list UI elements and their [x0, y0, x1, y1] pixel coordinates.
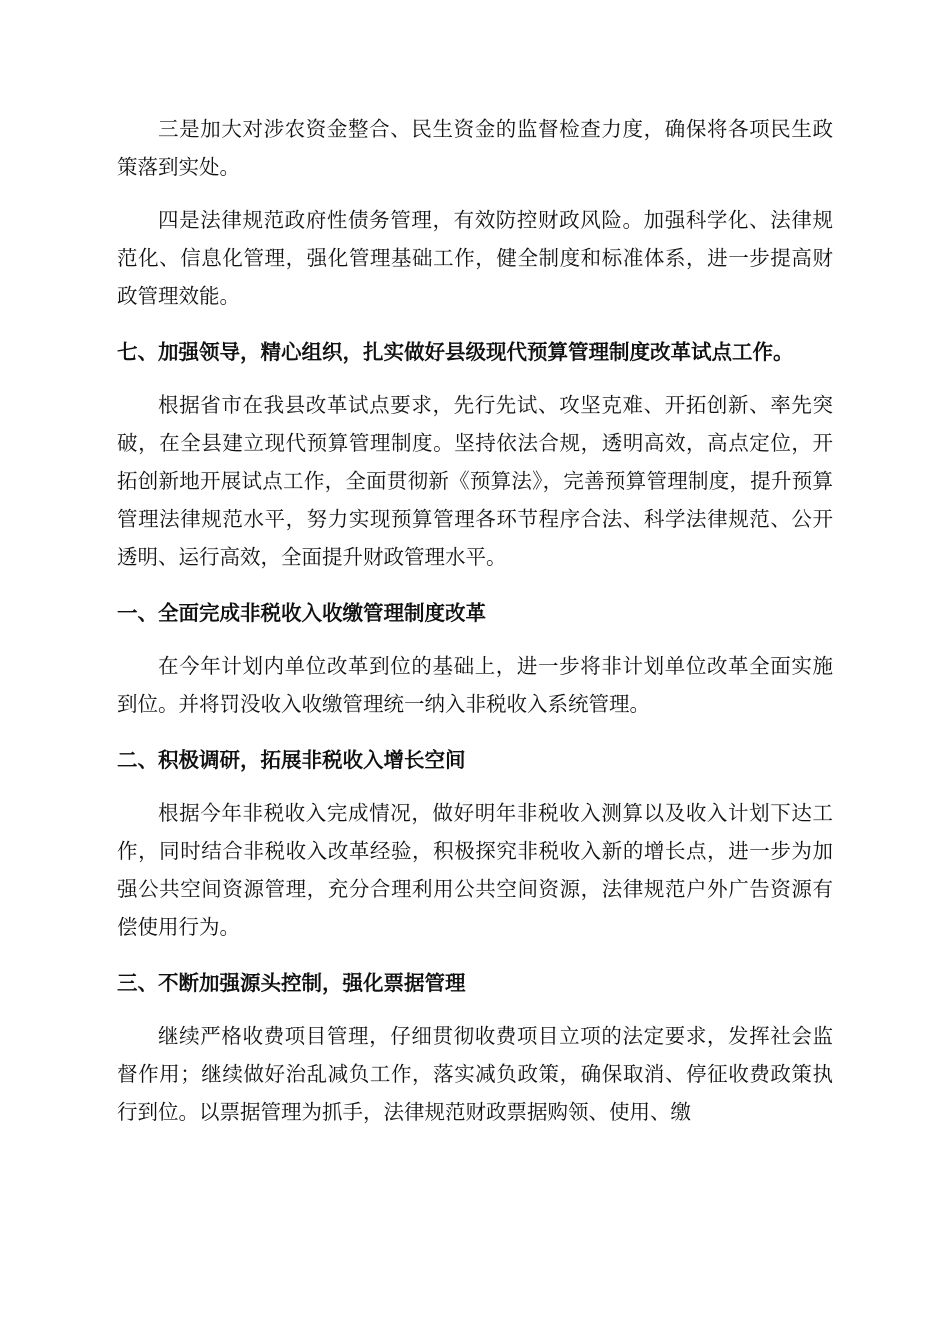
paragraph-non-tax-reform: 在今年计划内单位改革到位的基础上，进一步将非计划单位改革全面实施到位。并将罚没收入收缴管理统一纳入非税收入系统管理。 — [117, 654, 833, 716]
section-heading-three: 三、不断加强源头控制，强化票据管理 — [117, 971, 466, 995]
section-heading-one: 一、全面完成非税收入收缴管理制度改革 — [117, 601, 486, 625]
paragraph-non-tax-growth: 根据今年非税收入完成情况，做好明年非税收入测算以及收入计划下达工作，同时结合非税收入改革经验，积极探究非税收入新的增长点，进一步为加强公共空间资源管理，充分合理利用公共空间资源，法律规范户外广告资源有偿使用行为。 — [117, 801, 833, 939]
section-heading-two: 二、积极调研，拓展非税收入增长空间 — [117, 748, 466, 772]
document-page — [117, 110, 833, 1131]
paragraph-budget-reform: 根据省市在我县改革试点要求，先行先试、攻坚克难、开拓创新、率先突破，在全县建立现代预算管理制度。坚持依法合规，透明高效，高点定位，开拓创新地开展试点工作，全面贯彻新《预算法》，完善预算管理制度，提升预算管理法律规范水平，努力实现预算管理各环节程序合法、科学法律规范、公开透明、运行高效，全面提升财政管理水平。 — [117, 393, 833, 569]
paragraph-agricultural-funds: 三是加大对涉农资金整合、民生资金的监督检查力度，确保将各项民生政策落到实处。 — [117, 117, 833, 179]
paragraph-debt-management: 四是法律规范政府性债务管理，有效防控财政风险。加强科学化、法律规范化、信息化管理，强化管理基础工作，健全制度和标准体系，进一步提高财政管理效能。 — [117, 208, 833, 308]
section-heading-seven: 七、加强领导，精心组织，扎实做好县级现代预算管理制度改革试点工作。 — [117, 340, 794, 364]
paragraph-fee-management: 继续严格收费项目管理，仔细贯彻收费项目立项的法定要求，发挥社会监督作用；继续做好治乱减负工作，落实减负政策，确保取消、停征收费政策执行到位。以票据管理为抓手，法律规范财政票据购领、使用、缴 — [117, 1024, 833, 1124]
